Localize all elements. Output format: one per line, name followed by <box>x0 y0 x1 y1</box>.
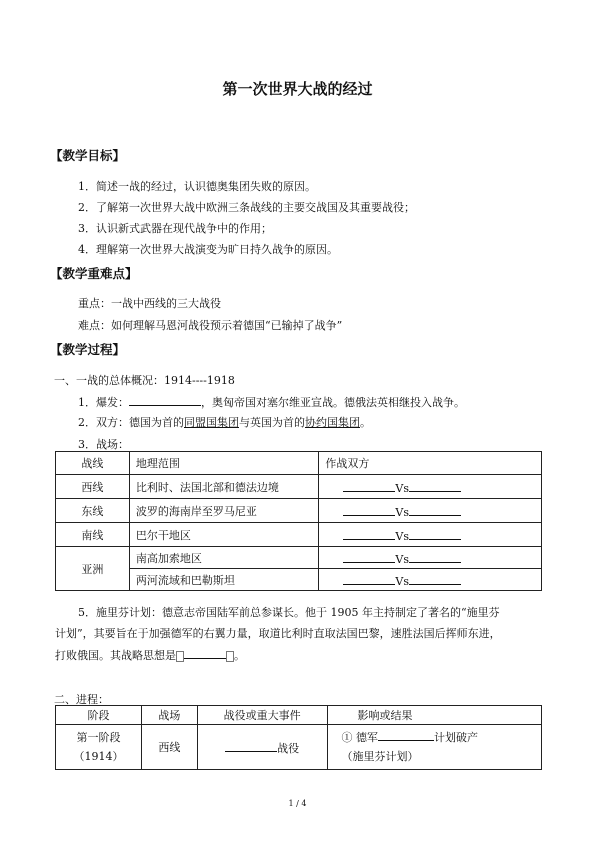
side-a-blank[interactable] <box>343 479 395 492</box>
sides-cell <box>319 569 542 591</box>
side-b-blank[interactable] <box>409 527 461 540</box>
stage-name: 第一阶段 <box>76 731 121 744</box>
table-row <box>56 523 542 547</box>
range-cell: 比利时、法国北部和德法边境 <box>129 475 319 499</box>
page-title: 第一次世界大战的经过 <box>222 80 373 98</box>
side-b-blank[interactable] <box>409 550 461 563</box>
event-suffix: 战役 <box>277 741 300 755</box>
sides-cell <box>319 547 542 569</box>
sides-end: 。 <box>360 416 371 429</box>
schlieffen-line-1: 5．施里芬计划：德意志帝国陆军前总参谋长。他于 1905 年主持制定了著名的“施里芬 <box>78 606 500 619</box>
progress-table <box>55 705 542 770</box>
schlieffen-suffix: 。 <box>234 649 245 662</box>
side-a-blank[interactable] <box>343 550 395 563</box>
result-suffix: 计划破产 <box>434 731 479 744</box>
schlieffen-prefix: 打败俄国。其战略思想是 <box>55 649 176 662</box>
outbreak-prefix: 1．爆发： <box>78 396 129 409</box>
result-note: （施里芬计划） <box>341 750 419 763</box>
fronts-header-row <box>56 452 542 475</box>
table-row <box>56 499 542 523</box>
table-row <box>56 547 542 569</box>
stage-year: （1914） <box>73 750 124 763</box>
objective-1: 1．简述一战的经过，认识德奥集团失败的原因。 <box>78 180 316 193</box>
header-front: 战线 <box>56 452 130 475</box>
header-field: 战场 <box>141 706 197 725</box>
side-a-blank[interactable] <box>343 572 395 585</box>
header-sides: 作战双方 <box>319 452 542 475</box>
objective-4: 4．理解第一次世界大战演变为旷日持久战争的原因。 <box>78 243 338 256</box>
table-row <box>56 475 542 499</box>
sides-line <box>78 414 371 430</box>
schlieffen-line-2: 计划”，其要旨在于加强德军的右翼力量，取道比利时直取法国巴黎，速胜法国后挥师东进， <box>55 627 501 640</box>
part2-title: 二、进程： <box>54 693 109 706</box>
vs-label: Vs <box>395 481 409 495</box>
side-a-blank[interactable] <box>343 503 395 516</box>
focus-point: 重点：一战中西线的三大战役 <box>78 297 221 310</box>
stage-cell <box>56 725 142 770</box>
objective-3: 3．认识新式武器在现代战争中的作用； <box>78 222 272 235</box>
range-cell: 南高加索地区 <box>129 547 319 569</box>
result-cell <box>327 725 541 770</box>
fronts-table <box>55 451 542 591</box>
outbreak-blank[interactable] <box>129 393 201 406</box>
page-number: 1 / 4 <box>288 799 307 808</box>
alliance-central: 同盟国集团 <box>184 416 239 429</box>
bracket-left-icon <box>176 651 184 662</box>
front-cell: 亚洲 <box>56 547 130 591</box>
vs-label: Vs <box>395 552 409 566</box>
vs-label: Vs <box>395 505 409 519</box>
header-result: 影响或结果 <box>327 706 541 725</box>
battlefield-label: 3．战场： <box>78 438 129 451</box>
progress-header-row <box>56 706 542 725</box>
objective-2: 2．了解第一次世界大战中欧洲三条战线的主要交战国及其重要战役； <box>78 201 415 214</box>
table-row <box>56 569 542 591</box>
outbreak-suffix: ，奥匈帝国对塞尔维亚宣战。德俄法英相继投入战争。 <box>201 396 465 409</box>
bracket-right-icon <box>226 651 234 662</box>
sides-cell <box>319 499 542 523</box>
header-range: 地理范围 <box>129 452 319 475</box>
field-cell: 西线 <box>141 725 197 770</box>
table-row <box>56 725 542 770</box>
front-cell: 西线 <box>56 475 130 499</box>
front-cell: 南线 <box>56 523 130 547</box>
process-heading: 【教学过程】 <box>50 342 126 357</box>
front-cell: 东线 <box>56 499 130 523</box>
part1-title: 一、一战的总体概况：1914----1918 <box>54 374 235 387</box>
vs-label: Vs <box>395 574 409 588</box>
sides-cell <box>319 475 542 499</box>
range-cell: 波罗的海南岸至罗马尼亚 <box>129 499 319 523</box>
objectives-heading: 【教学目标】 <box>50 148 126 163</box>
sides-cell <box>319 523 542 547</box>
side-b-blank[interactable] <box>409 503 461 516</box>
vs-label: Vs <box>395 529 409 543</box>
range-cell: 巴尔干地区 <box>129 523 319 547</box>
header-stage: 阶段 <box>56 706 142 725</box>
difficulty-point: 难点：如何理解马恩河战役预示着德国“已输掉了战争” <box>78 319 343 332</box>
sides-mid: 与英国为首的 <box>239 416 305 429</box>
result-prefix: ① 德军 <box>341 731 379 744</box>
alliance-entente: 协约国集团 <box>305 416 360 429</box>
event-cell <box>197 725 327 770</box>
header-event: 战役或重大事件 <box>197 706 327 725</box>
plan-blank[interactable] <box>378 728 434 741</box>
strategy-blank[interactable] <box>184 646 226 659</box>
side-b-blank[interactable] <box>409 572 461 585</box>
battle-blank[interactable] <box>225 739 277 752</box>
side-b-blank[interactable] <box>409 479 461 492</box>
range-cell: 两河流域和巴勒斯坦 <box>129 569 319 591</box>
outbreak-line <box>78 393 465 410</box>
sides-prefix: 2．双方：德国为首的 <box>78 416 184 429</box>
key-points-heading: 【教学重难点】 <box>50 266 138 281</box>
schlieffen-line-3 <box>55 646 245 663</box>
side-a-blank[interactable] <box>343 527 395 540</box>
